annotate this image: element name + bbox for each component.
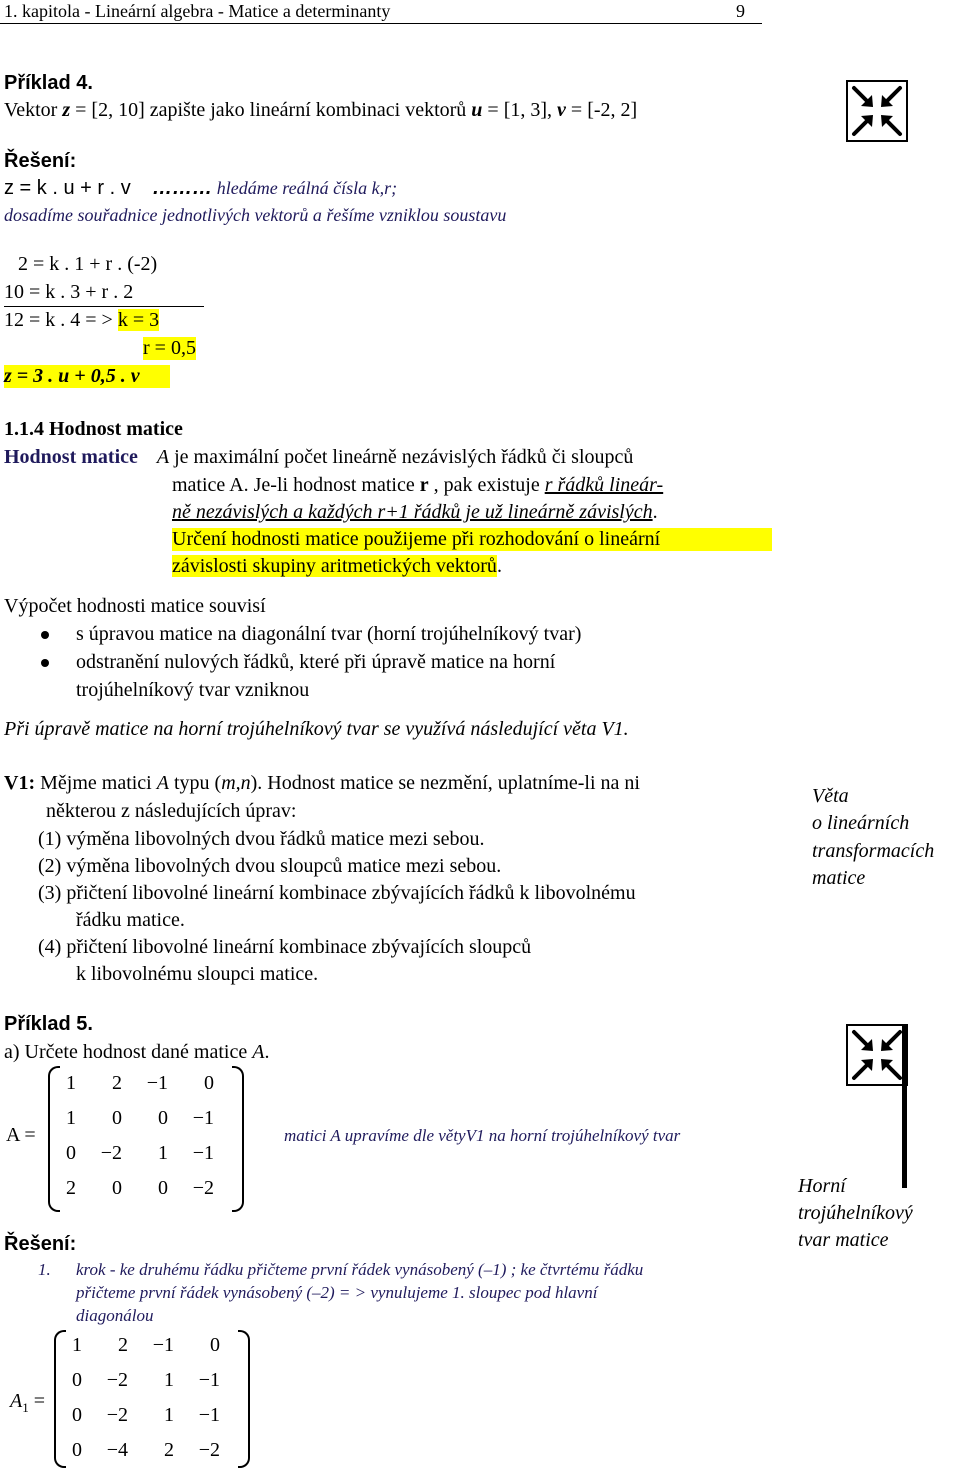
final-combination: z = 3 . u + 0,5 . v — [4, 365, 170, 388]
step-line-2: přičteme první řádek vynásobený (–2) = > vynulujeme 1. sloupec pod hlavní — [76, 1283, 598, 1302]
example4-comment: dosadíme souřadnice jednotlivých vektorů a řešíme vzniklou soustavu — [4, 205, 507, 225]
matrix-cell: 1 — [158, 1142, 168, 1164]
theorem-text-1a: Mějme matici — [35, 772, 157, 794]
example5-task — [4, 1041, 269, 1064]
theorem-label: V1: — [4, 772, 36, 794]
definition-line-5 — [172, 555, 502, 578]
computation-bullet-1: s úpravou matice na diagonální tvar (horní trojúhelníkový tvar) — [76, 623, 582, 645]
theorem-margin-note-1: Věta — [812, 785, 849, 807]
matrix-cell: 0 — [158, 1107, 168, 1129]
matrix-cell: 2 — [66, 1177, 76, 1199]
theorem-mn: m,n — [221, 772, 251, 794]
inward-arrows-icon — [846, 1024, 908, 1086]
matrix-cell: −2 — [106, 1369, 128, 1391]
task-prefix: Vektor — [4, 99, 63, 121]
theorem-line-1 — [4, 772, 640, 795]
example5-task-text: a) Určete hodnost dané matice — [4, 1041, 253, 1063]
page-header-title: 1. kapitola - Lineární algebra - Matice a determinanty — [4, 1, 391, 21]
matrix-cell: 0 — [158, 1177, 168, 1199]
section-title: 1.1.4 Hodnost matice — [4, 418, 183, 440]
matrix-cell: 0 — [210, 1334, 220, 1356]
task-mid1: = [2, 10] zapište jako lineární kombinaci vektorů — [70, 99, 472, 121]
theorem-margin-note-4: matice — [812, 867, 866, 889]
definition-text-1: je maximální počet lineárně nezávislých řádků či sloupců — [169, 446, 634, 468]
matrix-cell: 2 — [118, 1334, 128, 1356]
step-number: 1. — [38, 1260, 51, 1279]
system-eq-3-text: 12 = k . 4 = > — [4, 309, 118, 331]
matrix-A-note: matici A upravíme dle větyV1 na horní trojúhelníkový tvar — [284, 1126, 681, 1145]
theorem-item-1: (1) výměna libovolných dvou řádků matice mezi sebou. — [38, 828, 485, 850]
matrix-cell: −2 — [100, 1142, 122, 1164]
k-result: k = 3 — [117, 309, 160, 331]
matrix-cell: −1 — [192, 1142, 214, 1164]
example5-margin-note-2: trojúhelníkový — [798, 1202, 913, 1224]
definition-text-2c: r řádků lineár- — [544, 474, 664, 496]
definition-text-3-end: . — [652, 501, 658, 523]
task-mid2: = [1, 3], — [482, 99, 558, 121]
matrix-cell: 1 — [164, 1369, 174, 1391]
example4-equation — [4, 177, 397, 200]
matrix-A1 — [54, 1330, 250, 1468]
example5-task-end: . — [264, 1041, 270, 1063]
theorem-item-3: (3) přičtení libovolné lineární kombinace zbývajících řádků k libovolnému — [38, 882, 636, 904]
definition-A: A — [156, 446, 170, 468]
r-result: r = 0,5 — [143, 337, 196, 359]
matrix-cell: −2 — [106, 1404, 128, 1426]
definition-text-3: ně nezávislých a každých r+1 řádků je už lineárně závislých — [172, 501, 653, 523]
system-eq-2: 10 = k . 3 + r . 2 — [4, 281, 134, 303]
matrix-cell: 1 — [72, 1334, 82, 1356]
system-eq-3 — [4, 309, 159, 332]
theorem-margin-note-3: transformacích — [812, 840, 935, 862]
page-number: 9 — [736, 1, 745, 21]
example5-task-A: A — [252, 1041, 265, 1063]
example5-margin-note-3: tvar matice — [798, 1229, 889, 1251]
theorem-text-1c: ). Hodnost matice se nezmění, uplatníme-li na ni — [250, 772, 640, 794]
matrix-cell: −1 — [152, 1334, 174, 1356]
system-eq-1: 2 = k . 1 + r . (-2) — [18, 253, 158, 275]
definition-line-4: Určení hodnosti matice použijeme při rozhodování o lineární — [172, 528, 772, 551]
computation-note: Při úpravě matice na horní trojúhelníkový tvar se využívá následující věta V1. — [4, 718, 629, 740]
matrix-A1-subscript: 1 — [22, 1400, 29, 1415]
matrix-cell: 0 — [112, 1107, 122, 1129]
step-line-3: diagonálou — [76, 1306, 154, 1325]
header-rule — [0, 23, 762, 24]
theorem-text-1b: typu ( — [168, 772, 222, 794]
example5-solution-label: Řešení: — [4, 1233, 77, 1255]
matrix-cell: 2 — [164, 1439, 174, 1461]
matrix-cell: 0 — [72, 1369, 82, 1391]
definition-text-2b: , pak existuje — [428, 474, 545, 496]
bullet-icon — [41, 631, 49, 639]
matrix-cell: 0 — [112, 1177, 122, 1199]
vector-v: v — [557, 99, 566, 121]
definition-text-5: závislosti skupiny aritmetických vektorů — [172, 555, 497, 577]
right-bracket — [238, 1330, 250, 1468]
computation-bullet-2-cont: trojúhelníkový tvar vzniknou — [76, 679, 310, 701]
example4-task — [4, 99, 637, 122]
matrix-A1-eq: = — [28, 1390, 45, 1412]
matrix-cell: 0 — [66, 1142, 76, 1164]
matrix-cell: 1 — [66, 1107, 76, 1129]
matrix-A — [48, 1066, 244, 1212]
definition-term: Hodnost matice — [4, 446, 138, 468]
definition-line-3 — [172, 501, 658, 524]
matrix-cell: −1 — [146, 1072, 168, 1094]
task-end: = [-2, 2] — [565, 99, 638, 121]
matrix-cell: −1 — [192, 1107, 214, 1129]
definition-line-2 — [172, 474, 663, 497]
theorem-item-2: (2) výměna libovolných dvou sloupců matice mezi sebou. — [38, 855, 502, 877]
equation-text: z = k . u + r . v — [4, 177, 131, 199]
computation-intro: Výpočet hodnosti matice souvisí — [4, 595, 266, 617]
matrix-cell: −2 — [192, 1177, 214, 1199]
matrix-cell: 0 — [204, 1072, 214, 1094]
equation-dots: ……… — [152, 177, 213, 199]
example5-margin-note-1: Horní — [798, 1175, 846, 1197]
computation-bullet-2: odstranění nulových řádků, které při úpravě matice na horní — [76, 651, 556, 673]
matrix-cell: −1 — [198, 1369, 220, 1391]
step-line-1: krok - ke druhému řádku přičteme první řádek vynásobený (–1) ; ke čtvrtému řádku — [76, 1260, 644, 1279]
matrix-cell: 1 — [66, 1072, 76, 1094]
definition-line-1 — [4, 446, 633, 469]
bullet-icon — [41, 659, 49, 667]
vector-z: z — [62, 99, 71, 121]
theorem-margin-note-2: o lineárních — [812, 812, 910, 834]
matrix-A-label: A = — [6, 1124, 36, 1146]
example5-title: Příklad 5. — [4, 1013, 93, 1035]
theorem-item-4: (4) přičtení libovolné lineární kombinace zbývajících sloupců — [38, 936, 532, 958]
matrix-cell: −1 — [198, 1404, 220, 1426]
example4-title: Příklad 4. — [4, 72, 93, 94]
inward-arrows-icon — [846, 80, 908, 142]
equation-comment: hledáme reálná čísla k,r; — [212, 178, 398, 198]
matrix-cell: −2 — [198, 1439, 220, 1461]
matrix-cell: 2 — [112, 1072, 122, 1094]
right-bracket — [232, 1066, 244, 1212]
definition-text-2a: matice A. Je-li hodnost matice — [172, 474, 420, 496]
vector-u: u — [471, 99, 483, 121]
matrix-cell: 0 — [72, 1404, 82, 1426]
system-rule — [4, 306, 204, 307]
theorem-line-2: některou z následujících úprav: — [46, 800, 297, 822]
theorem-item-3-cont: řádku matice. — [76, 909, 185, 931]
theorem-A: A — [156, 772, 169, 794]
matrix-cell: 1 — [164, 1404, 174, 1426]
matrix-cell: −4 — [106, 1439, 128, 1461]
definition-text-5-end: . — [496, 555, 502, 577]
margin-bar — [902, 1026, 907, 1188]
matrix-A1-letter: A — [10, 1390, 23, 1412]
example4-solution-label: Řešení: — [4, 150, 77, 172]
matrix-cell: 0 — [72, 1439, 82, 1461]
theorem-item-4-cont: k libovolnému sloupci matice. — [76, 963, 319, 985]
definition-r: r — [419, 474, 429, 496]
